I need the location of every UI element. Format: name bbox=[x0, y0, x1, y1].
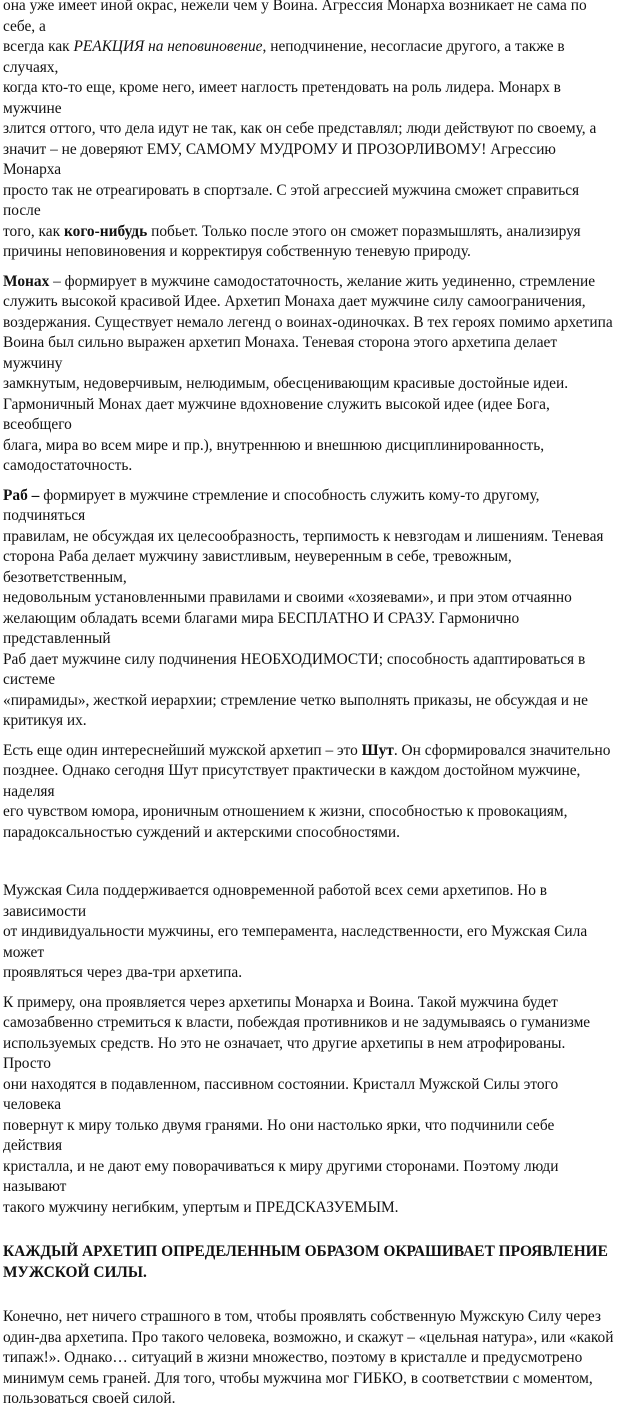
text-line: правилам, не обсуждая их целесообразность, терпимость к невзгодам и лишениям. Теневая bbox=[3, 527, 604, 545]
text-line: самодостаточность. bbox=[3, 457, 133, 474]
text-line: , неподчинение, несогласие другого, а также в случаях, bbox=[3, 38, 565, 76]
text-line: повернут к миру только двумя гранями. Но они настолько ярки, что подчинили себе действия bbox=[3, 1116, 555, 1154]
text-line: Воина был сильно выражен архетип Монаха. Теневая сторона этого архетипа делает мужчину bbox=[3, 334, 558, 372]
section-heading bbox=[3, 1242, 615, 1283]
italic-phrase: РЕАКЦИЯ на неповиновение bbox=[73, 38, 263, 55]
text-line: используемых средств. Но это не означает, что другие архетипы в нем атрофированы. Просто bbox=[3, 1034, 566, 1072]
text-line: позднее. Однако сегодня Шут присутствует практически в каждом достойном мужчине, наделяя bbox=[3, 762, 581, 800]
text-line: сторона Раба делает мужчину завистливым, неуверенным в себе, тревожным, безответственным, bbox=[3, 548, 512, 586]
bold-phrase: кого-нибудь bbox=[63, 222, 148, 240]
paragraph-slave bbox=[3, 486, 615, 732]
text-line: служить высокой красивой Идее. Архетип Монаха дает мужчине силу самоограничения, bbox=[3, 293, 586, 310]
text-line: когда кто-то еще, кроме него, имеет наглость претендовать на роль лидера. Монарх в мужчине bbox=[3, 79, 561, 117]
paragraph-male-power bbox=[3, 881, 615, 984]
term-slave: Раб – bbox=[3, 486, 40, 504]
heading-line: МУЖСКОЙ СИЛЫ. bbox=[3, 1263, 147, 1281]
paragraph-monk bbox=[3, 272, 615, 477]
text-line: его чувством юмора, ироничным отношением к жизни, способностью к провокациям, bbox=[3, 803, 568, 820]
text-line: замкнутым, недоверчивым, нелюдимым, обесценивающим красивые достойные идеи. bbox=[3, 375, 569, 392]
text-line: . Он сформировался значительно bbox=[393, 741, 611, 759]
text-line: просто так не отреагировать в спортзале. С этой агрессией мужчина сможет справиться после bbox=[3, 181, 580, 219]
text-line: кристалла, и не дают ему поворачиваться к миру другими сторонами. Поэтому люди называют bbox=[3, 1157, 559, 1195]
text-line: формирует в мужчине стремление и способность служить кому-то другому, подчиняться bbox=[3, 486, 540, 524]
paragraph-example bbox=[3, 993, 615, 1219]
text-line: критикуя их. bbox=[3, 712, 87, 729]
term-jester: Шут bbox=[361, 741, 394, 759]
text-line: они находятся в подавленном, пассивном состоянии. Кристалл Мужской Силы этого человека bbox=[3, 1075, 559, 1113]
text-line: Конечно, нет ничего страшного в том, чтобы проявлять собственную Мужскую Силу через bbox=[3, 1308, 602, 1325]
text-line: К примеру, она проявляется через архетипы Монарха и Воина. Такой мужчина будет bbox=[3, 993, 558, 1011]
text-line: типаж!». Однако… ситуаций в жизни множество, поэтому в кристалле и предусмотрено bbox=[3, 1349, 583, 1366]
text-line: желающим обладать всеми благами мира БЕСПЛАТНО И СРАЗУ. Гармонично представленный bbox=[3, 609, 520, 647]
document-page bbox=[3, 0, 615, 1410]
text-line: воздержания. Существует немало легенд о воинах-одиночках. В тех героях помимо архетипа bbox=[3, 313, 613, 331]
text-line: причины неповиновения и корректируя собственную теневую природу. bbox=[3, 243, 471, 260]
text-line: такого мужчину негибким, упертым и ПРЕДСКАЗУЕМЫМ. bbox=[3, 1198, 399, 1216]
text-line: недовольным установленными правилами и своими «хозяевами», и при этом отчаянно bbox=[3, 589, 572, 606]
text-line: пользоваться своей силой. bbox=[3, 1390, 176, 1407]
heading-line: КАЖДЫЙ АРХЕТИП ОПРЕДЕЛЕННЫМ ОБРАЗОМ ОКРАШИВАЕТ ПРОЯВЛЕНИЕ bbox=[3, 1243, 608, 1260]
text-line: минимум семь граней. Для того, чтобы мужчина мог ГИБКО, в соответствии с моментом, bbox=[3, 1369, 593, 1387]
paragraph-conclusion bbox=[3, 1307, 615, 1410]
text-line: – формирует в мужчине самодостаточность, желание жить уединенно, стремление bbox=[49, 272, 596, 290]
text-line: самозабвенно стремиться к власти, побеждая противников и не задумываясь о гуманизме bbox=[3, 1014, 591, 1031]
text-line: от индивидуальности мужчины, его темперамента, наследственности, его Мужская Сила может bbox=[3, 923, 588, 961]
text-line: побьет. Только после этого он сможет поразмышлять, анализируя bbox=[147, 222, 581, 240]
paragraph-monarch-aggression bbox=[3, 0, 615, 263]
text-line: блага, мира во всем мире и пр.), внутреннюю и внешнюю дисциплинированность, bbox=[3, 436, 545, 454]
text-line: злится оттого, что дела идут не так, как он себе представлял; люди действуют по своему, а bbox=[3, 120, 597, 137]
text-line: Есть еще один интереснейший мужской архетип – это bbox=[3, 741, 362, 759]
text-line: Раб дает мужчине силу подчинения НЕОБХОДИМОСТИ; способность адаптироваться в системе bbox=[3, 650, 586, 688]
text-line: один-два архетипа. Про такого человека, возможно, и скажут – «цельная натура», или «какой bbox=[3, 1328, 614, 1346]
text-line: «пирамиды», жесткой иерархии; стремление четко выполнять приказы, не обсуждая и не bbox=[3, 691, 588, 709]
text-line: Гармоничный Монах дает мужчине вдохновение служить высокой идее (идее Бога, всеобщего bbox=[3, 395, 550, 433]
text-line: того, как bbox=[3, 222, 64, 240]
text-line: значит – не доверяют ЕМУ, САМОМУ МУДРОМУ И ПРОЗОРЛИВОМУ! Агрессию Монарха bbox=[3, 140, 556, 178]
text-line: всегда как bbox=[3, 38, 74, 55]
term-monk: Монах bbox=[3, 272, 50, 290]
text-line: проявляться через два-три архетипа. bbox=[3, 964, 243, 981]
text-line: Мужская Сила поддерживается одновременной работой всех семи архетипов. Но в зависимости bbox=[3, 882, 548, 920]
paragraph-jester bbox=[3, 741, 615, 844]
text-line: парадоксальностью суждений и актерскими способностями. bbox=[3, 823, 400, 841]
text-line: она уже имеет иной окрас, нежели чем у Воина. Агрессия Монарха возникает не сама по себе, а bbox=[3, 0, 587, 35]
